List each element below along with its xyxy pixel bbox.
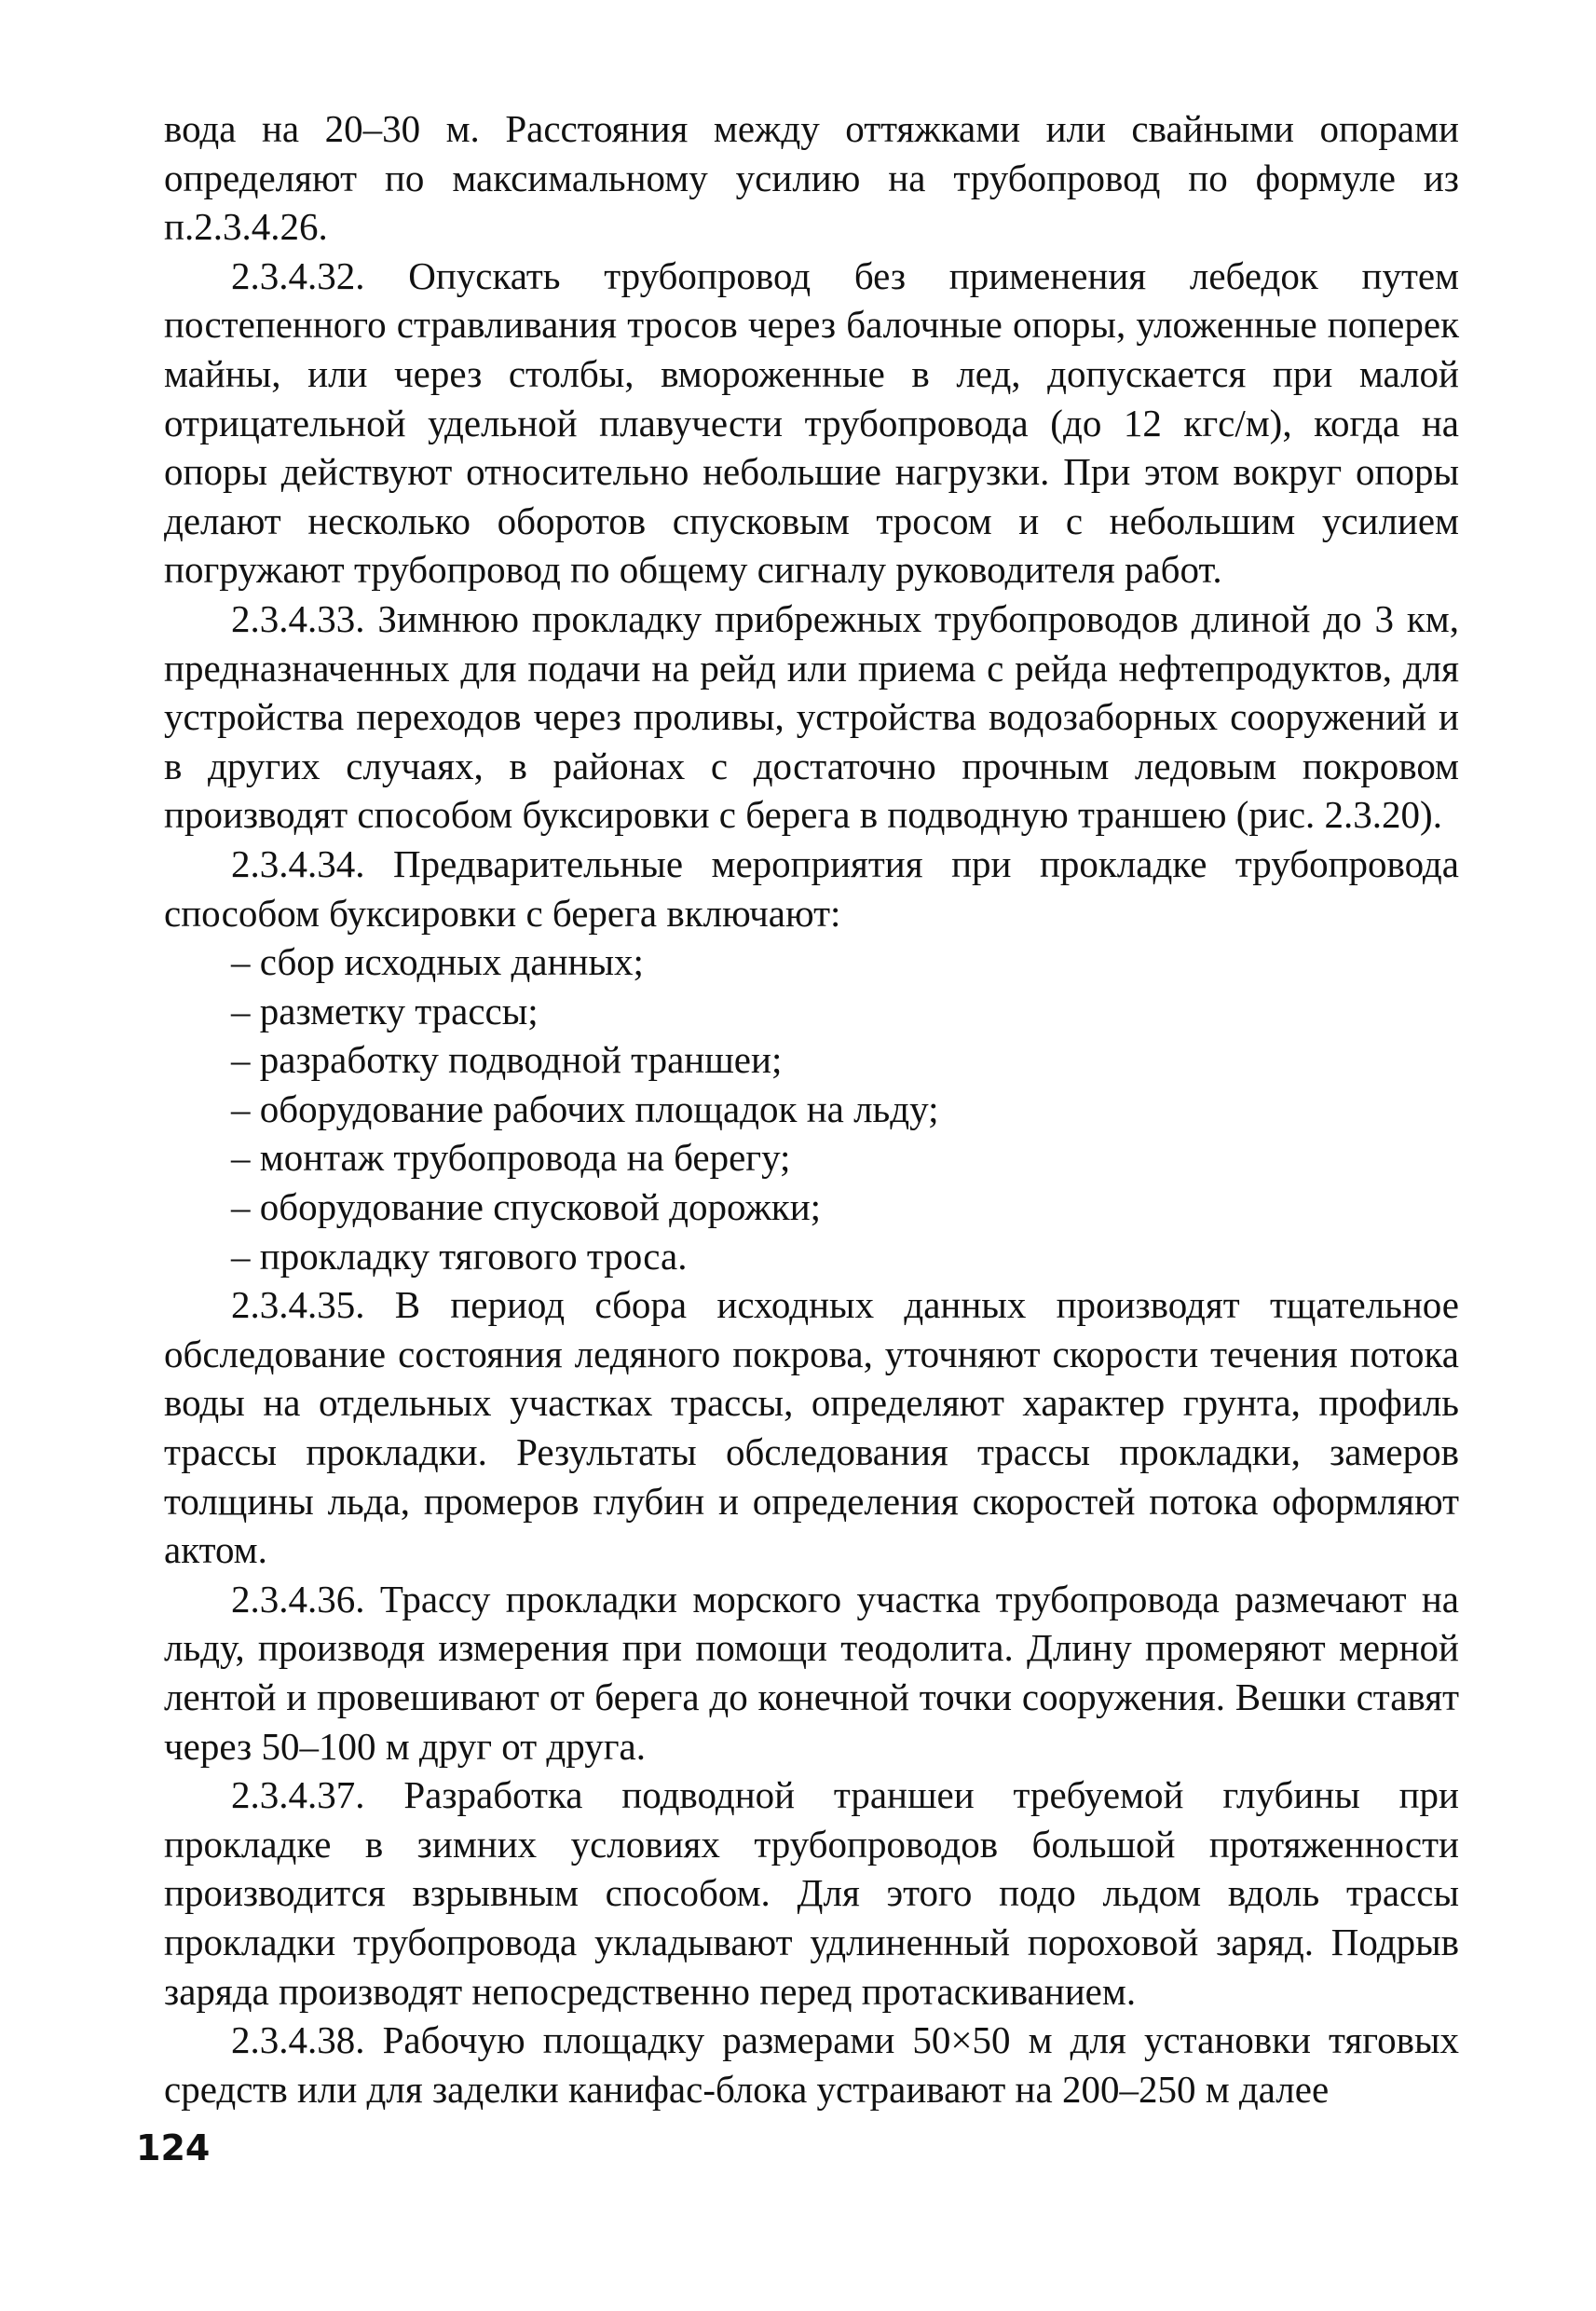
paragraph-2-3-4-34: 2.3.4.34. Предварительные мероприятия при прокладке трубопровода способом буксировки с берега включают: xyxy=(164,841,1459,935)
list-item: – монтаж трубопровода на берегу; xyxy=(231,1136,791,1180)
paragraph-continuation: вода на 20–30 м. Расстояния между оттяжками или свайными опорами определяют по максимальному усилию на трубопровод по формуле из п.2.3.4.26. xyxy=(164,107,1459,249)
list-item: – сбор исходных данных; xyxy=(231,940,644,984)
paragraph-2-3-4-32: 2.3.4.32. Опускать трубопровод без применения лебедок путем постепенного стравливания тросов через балочные опоры, уложенные поперек майны, или через столбы, вмороженные в лед, допускается при малой отрицательной удельной плавучести трубопровода (до 12 кгс/м), когда на опоры действуют относительно небольшие нагрузки. При этом вокруг опоры делают несколько оборотов спусковым тросом и с небольшим усилием погружают трубопровод по общему сигналу руководителя работ. xyxy=(164,253,1459,592)
paragraph-2-3-4-35: 2.3.4.35. В период сбора исходных данных производят тщательное обследование состояния ледяного покрова, уточняют скорости течения потока воды на отдельных участках трассы, определяют характер грунта, профиль трассы прокладки. Результаты обследования трассы прокладки, замеров толщины льда, промеров глубин и определения скоростей потока оформляют актом. xyxy=(164,1283,1459,1572)
body-text xyxy=(164,104,1459,2113)
list-item: – разметку трассы; xyxy=(231,989,539,1032)
paragraph-2-3-4-38: 2.3.4.38. Рабочую площадку размерами 50×50 м для установки тяговых средств или для заделки канифас-блока устраивают на 200–250 м далее xyxy=(164,2018,1459,2111)
paragraph-2-3-4-36: 2.3.4.36. Трассу прокладки морского участка трубопровода размечают на льду, производя измерения при помощи теодолита. Длину промеряют мерной лентой и провешивают от берега до конечной точки сооружения. Вешки ставят через 50–100 м друг от друга. xyxy=(164,1577,1459,1768)
page-number: 124 xyxy=(136,2127,211,2168)
list-item: – разработку подводной траншеи; xyxy=(231,1038,783,1082)
paragraph-2-3-4-37: 2.3.4.37. Разработка подводной траншеи требуемой глубины при прокладке в зимних условиях трубопроводов большой протяженности производится взрывным способом. Для этого подо льдом вдоль трассы прокладки трубопровода укладывают удлиненный пороховой заряд. Подрыв заряда производят непосредственно перед протаскиванием. xyxy=(164,1773,1459,2013)
list-item: – оборудование спусковой дорожки; xyxy=(231,1185,822,1229)
list-item: – оборудование рабочих площадок на льду; xyxy=(231,1087,939,1130)
paragraph-2-3-4-33: 2.3.4.33. Зимнюю прокладку прибрежных трубопроводов длиной до 3 км, предназначенных для подачи на рейд или приема с рейда нефтепродуктов, для устройства переходов через проливы, устройства водозаборных сооружений и в других случаях, в районах с достаточно прочным ледовым покровом производят способом буксировки с берега в подводную траншею (рис. 2.3.20). xyxy=(164,596,1459,837)
list-item: – прокладку тягового троса. xyxy=(231,1234,688,1278)
